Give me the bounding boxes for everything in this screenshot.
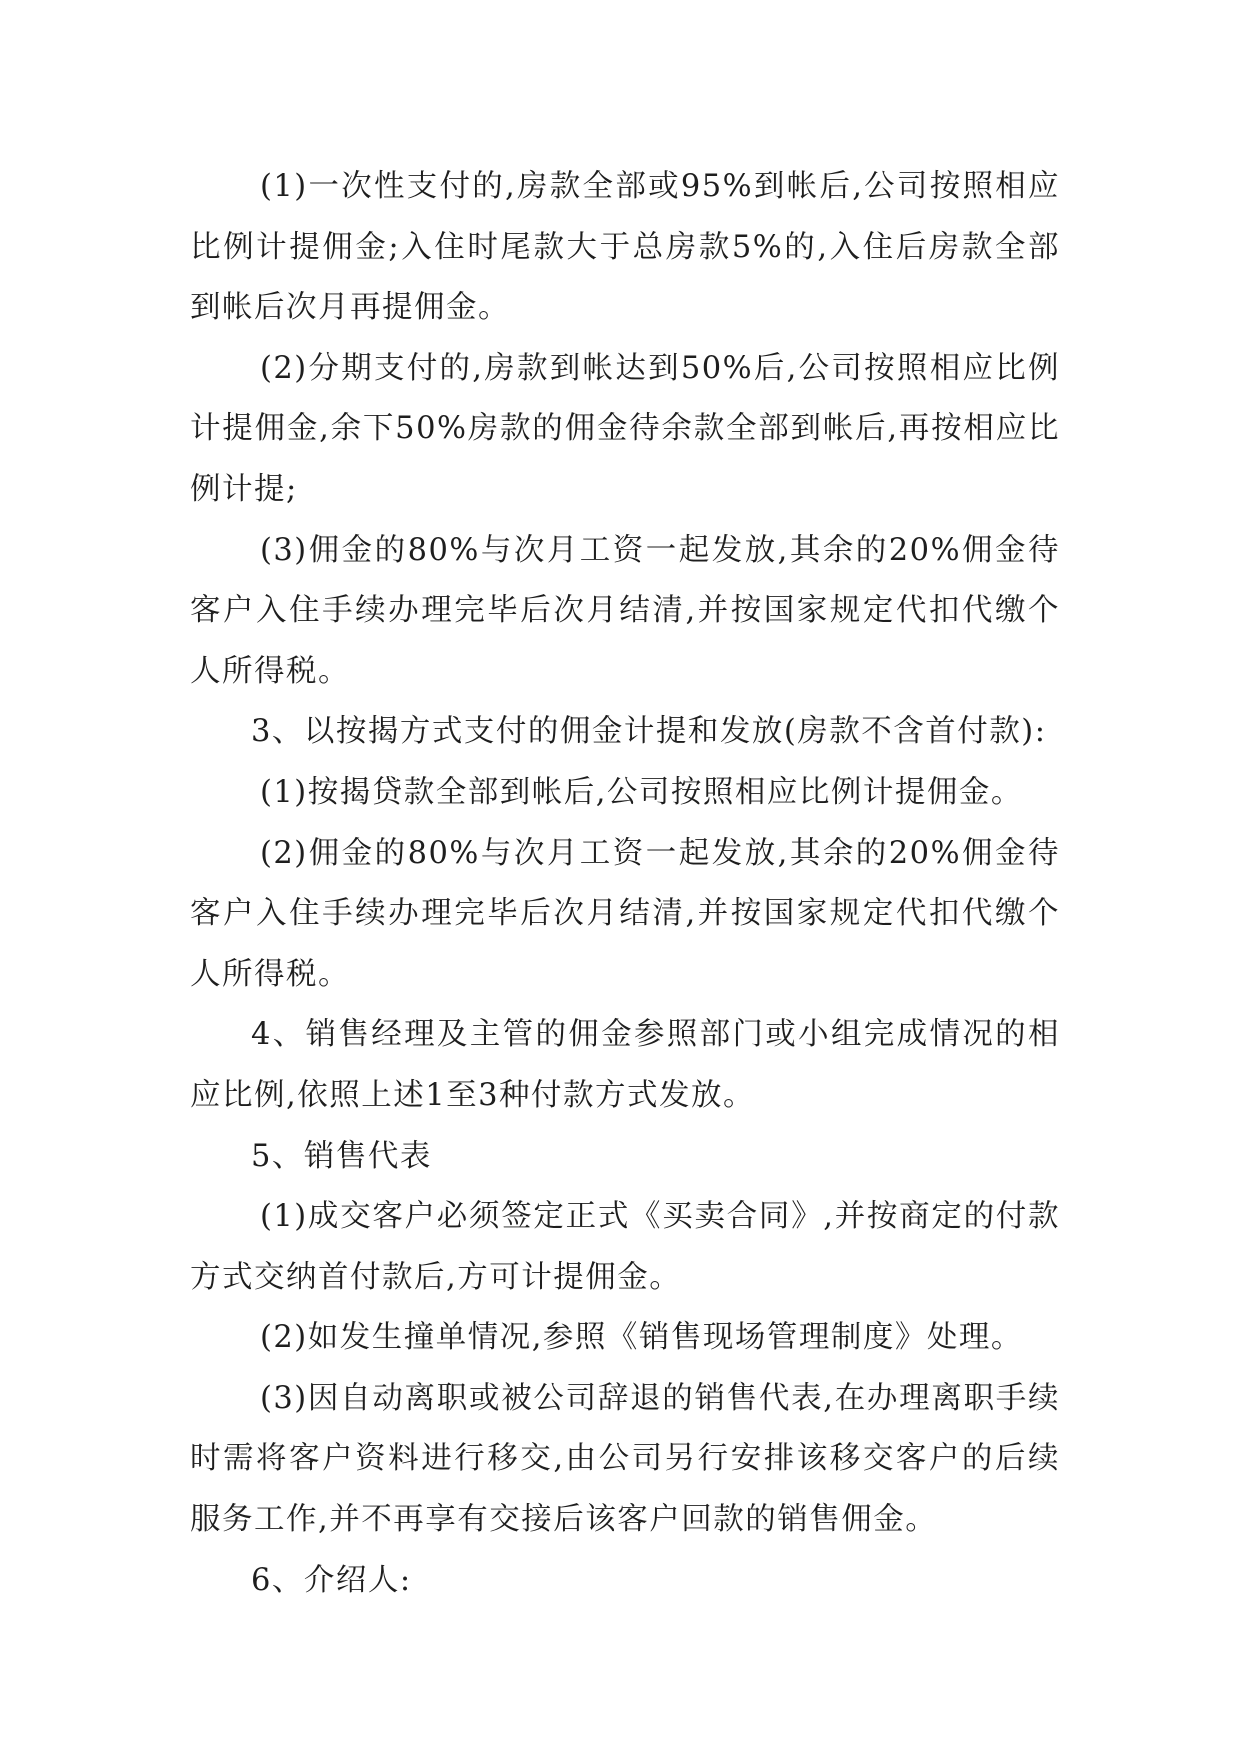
section-heading-mortgage: 3、以按揭方式支付的佣金计提和发放(房款不含首付款): bbox=[251, 714, 1047, 750]
document-body bbox=[190, 157, 1060, 1611]
paragraph-installment-payment: (2)分期支付的,房款到帐达到50%后,公司按照相应比例计提佣金,余下50%房款的佣金待余款全部到帐后,再按相应比例计提; bbox=[190, 350, 1060, 507]
paragraph-order-conflict: (2)如发生撞单情况,参照《销售现场管理制度》处理。 bbox=[260, 1320, 1023, 1356]
paragraph-one-time-payment: (1)一次性支付的,房款全部或95%到帐后,公司按照相应比例计提佣金;入住时尾款大于总房款5%的,入住后房款全部到帐后次月再提佣金。 bbox=[190, 169, 1060, 326]
section-heading-manager-commission: 4、销售经理及主管的佣金参照部门或小组完成情况的相应比例,依照上述1至3种付款方式发放。 bbox=[190, 1017, 1060, 1113]
paragraph-commission-release: (3)佣金的80%与次月工资一起发放,其余的20%佣金待客户入住手续办理完毕后次月结清,并按国家规定代扣代缴个人所得税。 bbox=[190, 532, 1060, 689]
section-heading-referrer: 6、介绍人: bbox=[251, 1562, 412, 1598]
paragraph-resignation-handover: (3)因自动离职或被公司辞退的销售代表,在办理离职手续时需将客户资料进行移交,由公司另行安排该移交客户的后续服务工作,并不再享有交接后该客户回款的销售佣金。 bbox=[190, 1380, 1060, 1538]
paragraph-mortgage-commission-release: (2)佣金的80%与次月工资一起发放,其余的20%佣金待客户入住手续办理完毕后次月结清,并按国家规定代扣代缴个人所得税。 bbox=[190, 835, 1060, 992]
section-heading-sales-rep: 5、销售代表 bbox=[251, 1138, 432, 1174]
paragraph-sales-contract: (1)成交客户必须签定正式《买卖合同》,并按商定的付款方式交纳首付款后,方可计提佣金。 bbox=[190, 1199, 1060, 1295]
paragraph-mortgage-loan: (1)按揭贷款全部到帐后,公司按照相应比例计提佣金。 bbox=[260, 774, 1023, 810]
